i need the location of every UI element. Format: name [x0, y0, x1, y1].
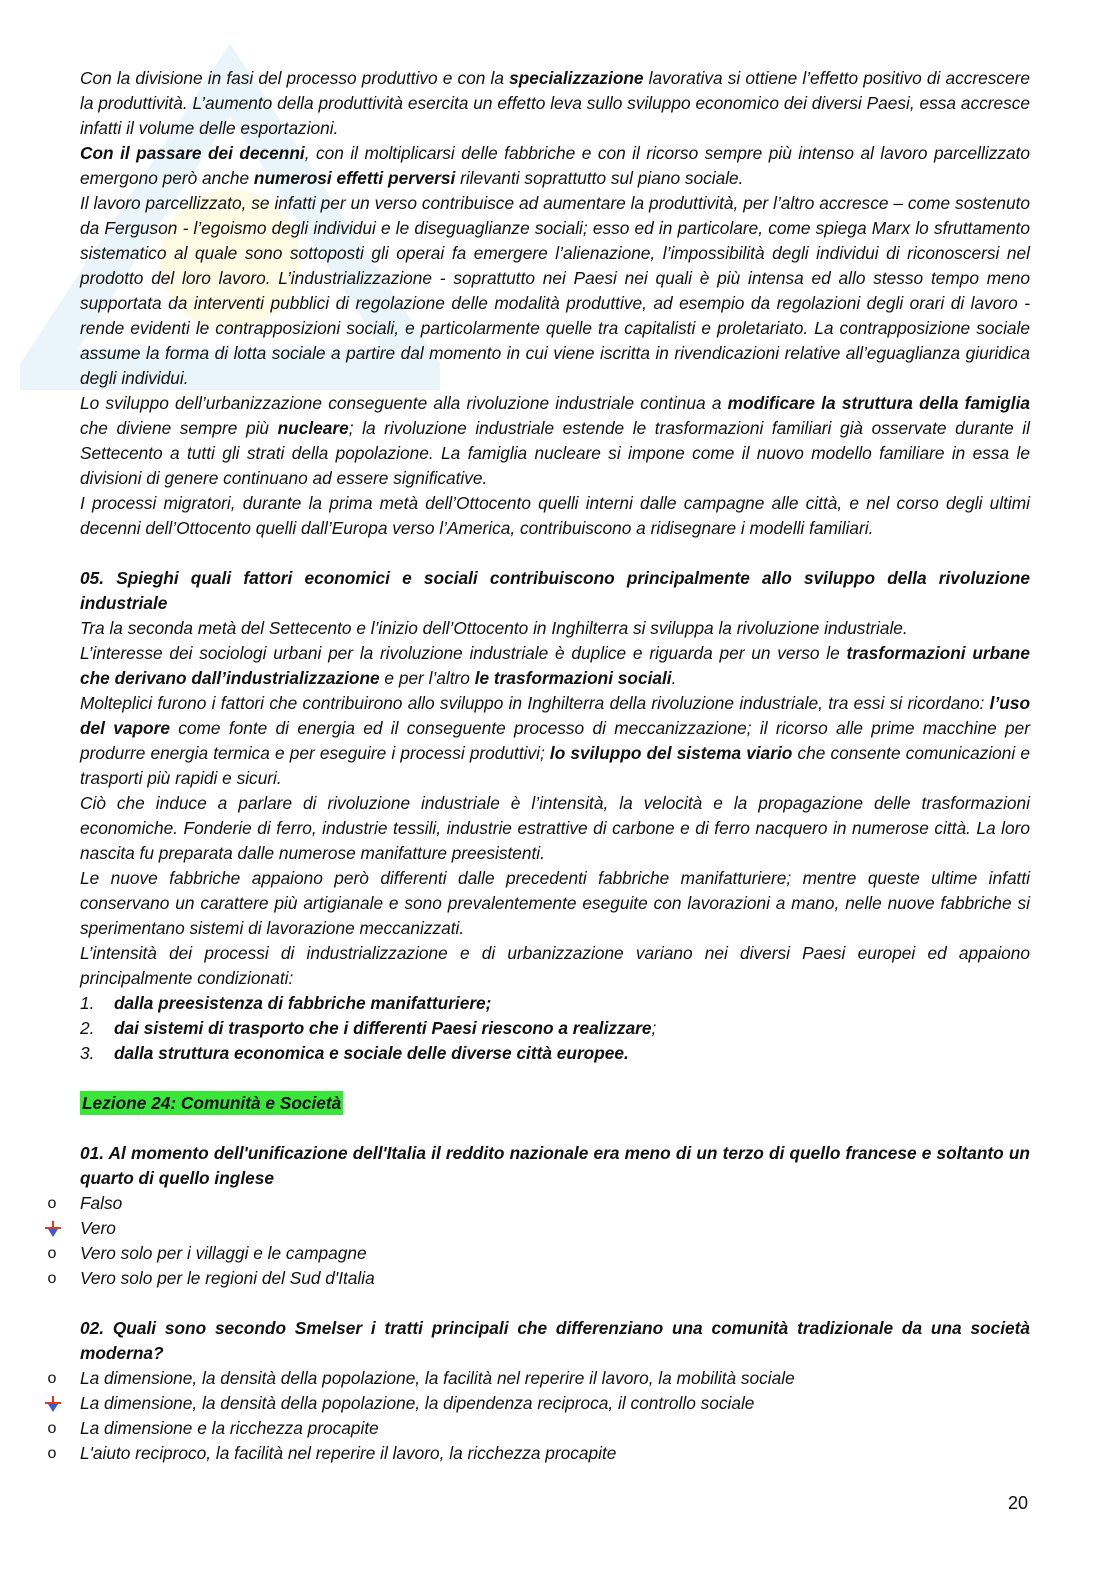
question-title: 01. Al momento dell'unificazione dell'Italia il reddito nazionale era meno di un terzo di quello francese e soltanto un quarto di quello inglese: [80, 1143, 1030, 1188]
option-text: Falso: [80, 1193, 123, 1213]
text-run: rilevanti soprattutto sul piano sociale.: [455, 168, 744, 188]
lesson-heading: Lezione 24: Comunità e Società: [82, 1093, 342, 1113]
option-text: Vero solo per i villaggi e le campagne: [80, 1243, 367, 1263]
list-text: dalla struttura economica e sociale delle diverse città europee.: [114, 1043, 629, 1063]
text-run: Lo sviluppo dell’urbanizzazione conseguente alla rivoluzione industriale continua a: [80, 393, 728, 413]
bold-run: nucleare: [277, 418, 349, 438]
list-item: [80, 1041, 1030, 1066]
text-run: Il lavoro parcellizzato, se infatti per un verso contribuisce ad aumentare la produttività, per l’altro accresce – come sostenuto da Ferguson - l’egoismo degli individui e le diseguaglianze sociali; esso ed in particolare, come spiega Marx lo sfruttamento sistematico al quale sono sottoposti gli operai fa emergere l’alienazione, l’impossibilità degli individui di riconoscersi nel prodotto del loro lavoro. L’industrializzazione - soprattutto nei Paesi nei quali è più intensa ed allo stesso tempo meno supportata da interventi pubblici di regolazione delle modalità produttive, ad esempio da regolazioni degli orari di lavoro - rende evidenti le contrapposizioni sociali, e particolarmente quelle tra capitalisti e proletariato. La contrapposizione sociale assume la forma di lotta sociale a partire dal momento in cui viene iscritta in rivendicazioni relative all’eguaglianza giuridica degli individui.: [80, 193, 1030, 388]
answer-option: [47, 1241, 1030, 1266]
circle-bullet-icon: o: [47, 1195, 57, 1212]
answer-option: [47, 1266, 1030, 1291]
text-run: e per l’altro: [379, 668, 475, 688]
option-text: Vero solo per le regioni del Sud d'Italia: [80, 1268, 375, 1288]
correct-answer-arrow-icon: [44, 1395, 62, 1413]
text-run: che diviene sempre più: [80, 418, 278, 438]
paragraph: [80, 866, 1030, 941]
paragraph: [80, 616, 1030, 641]
list-text: dalla preesistenza di fabbriche manifatturiere;: [114, 993, 492, 1013]
answer-option: [47, 1416, 1030, 1441]
option-text: La dimensione, la densità della popolazione, la dipendenza reciproca, il controllo sociale: [80, 1393, 755, 1413]
bold-run: trasformazioni urbane che derivano dall’industrializzazione: [80, 643, 1030, 688]
answer-option: [80, 1216, 1030, 1241]
bold-run: specializzazione: [509, 68, 644, 88]
bold-run: l’uso del vapore: [80, 693, 1030, 738]
option-text: Vero: [80, 1218, 116, 1238]
paragraph: [80, 191, 1030, 391]
text-run: ; la rivoluzione industriale estende le trasformazioni familiari già osservate durante il Settecento a tutti gli strati della popolazione. La famiglia nucleare si impone come il nuovo modello familiare in essa le divisioni di genere continuano ad essere significative.: [80, 418, 1030, 488]
circle-bullet-icon: o: [47, 1445, 57, 1462]
answer-options: [47, 1366, 1030, 1466]
text-run: L’intensità dei processi di industrializzazione e di urbanizzazione variano nei diversi Paesi europei ed appaiono principalmente condizionati:: [80, 943, 1030, 988]
paragraph: [80, 691, 1030, 791]
question-title: 05. Spieghi quali fattori economici e sociali contribuiscono principalmente allo sviluppo della rivoluzione industriale: [80, 568, 1030, 613]
paragraph: [80, 491, 1030, 541]
text-run: come fonte di energia ed il conseguente processo di meccanizzazione; il ricorso alle prime macchine per produrre energia termica e per eseguire i processi produttivi;: [80, 718, 1030, 763]
paragraph: [80, 941, 1030, 991]
bold-run: lo sviluppo del sistema viario: [549, 743, 793, 763]
circle-bullet-icon: o: [47, 1420, 57, 1437]
list-number: 3.: [80, 1043, 95, 1063]
text-run: .: [671, 668, 677, 688]
option-text: L'aiuto reciproco, la facilità nel reperire il lavoro, la ricchezza procapite: [80, 1443, 617, 1463]
list-item: 2. dai sistemi di trasporto che i differenti Paesi riescono a realizzare;: [80, 1016, 1030, 1041]
bold-run: numerosi effetti perversi: [253, 168, 456, 188]
list-number: 1.: [80, 993, 95, 1013]
correct-answer-arrow-icon: [44, 1220, 62, 1238]
answer-option: [47, 1441, 1030, 1466]
list-number: 2.: [80, 1018, 95, 1038]
question-05: [80, 566, 1030, 1066]
circle-bullet-icon: o: [47, 1245, 57, 1262]
answer-option: [47, 1366, 1030, 1391]
text-run: Le nuove fabbriche appaiono però differenti dalle precedenti fabbriche manifatturiere; mentre queste ultime infatti conservano un carattere più artigianale e sono prevalentemente eseguite con lavorazioni a mano, nelle nuove fabbriche si sperimentano sistemi di lavorazione meccanizzati.: [80, 868, 1030, 938]
lesson-heading-row: [80, 1091, 1030, 1116]
text-run: L’interesse dei sociologi urbani per la rivoluzione industriale è duplice e riguarda per un verso le: [80, 643, 847, 663]
text-run: che consente comunicazioni e trasporti più rapidi e sicuri.: [80, 743, 1030, 788]
paragraph: [80, 66, 1030, 141]
text-run: Ciò che induce a parlare di rivoluzione industriale è l’intensità, la velocità e la propagazione delle trasformazioni economiche. Fonderie di ferro, industrie tessili, industrie estrattive di carbone e di ferro nacquero in numerose città. La loro nascita fu preparata dalle numerose manifatture preesistenti.: [80, 793, 1030, 863]
intro-section: [80, 66, 1030, 541]
quiz-question-02: [47, 1316, 1030, 1466]
quiz-question-01: [47, 1141, 1030, 1291]
question-title: 02. Quali sono secondo Smelser i tratti principali che differenziano una comunità tradizionale da una società moderna?: [80, 1318, 1030, 1363]
paragraph: [80, 641, 1030, 691]
text-run: Molteplici furono i fattori che contribuirono allo sviluppo in Inghilterra della rivoluzione industriale, tra essi si ricordano:: [80, 693, 990, 713]
paragraph: [80, 391, 1030, 491]
answer-option: [80, 1391, 1030, 1416]
text-run: Tra la seconda metà del Settecento e l’inizio dell’Ottocento in Inghilterra si sviluppa la rivoluzione industriale.: [80, 618, 908, 638]
text-run: Con la divisione in fasi del processo produttivo e con la: [80, 68, 510, 88]
page-number: 20: [1008, 1493, 1029, 1513]
option-text: La dimensione e la ricchezza procapite: [80, 1418, 379, 1438]
text-run: lavorativa si ottiene l’effetto positivo di accrescere la produttività. L’aumento della produttività esercita un effetto leva sullo sviluppo economico dei diversi Paesi, essa accresce infatti il volume delle esportazioni.: [80, 68, 1030, 138]
answer-options: [47, 1191, 1030, 1291]
circle-bullet-icon: o: [47, 1270, 57, 1287]
option-text: La dimensione, la densità della popolazione, la facilità nel reperire il lavoro, la mobilità sociale: [80, 1368, 795, 1388]
paragraph: [80, 141, 1030, 191]
text-run: I processi migratori, durante la prima metà dell’Ottocento quelli interni dalle campagne alle città, e nel corso degli ultimi decenni dell’Ottocento quelli dall’Europa verso l’America, contribuiscono a ridisegnare i modelli familiari.: [80, 493, 1030, 538]
bold-run: modificare la struttura della famiglia: [727, 393, 1030, 413]
bold-run: le trasformazioni sociali: [474, 668, 672, 688]
numbered-list: [80, 991, 1030, 1066]
answer-option: [47, 1191, 1030, 1216]
paragraph: [80, 791, 1030, 866]
list-text: dai sistemi di trasporto che i differenti Paesi riescono a realizzare: [114, 1018, 652, 1038]
bold-run: Con il passare dei decenni: [80, 143, 305, 163]
text-run: , con il moltiplicarsi delle fabbriche e con il ricorso sempre più intenso al lavoro parcellizzato emergono però anche: [80, 143, 1030, 188]
circle-bullet-icon: o: [47, 1370, 57, 1387]
list-item: [80, 991, 1030, 1016]
document-page: [47, 66, 1030, 1466]
